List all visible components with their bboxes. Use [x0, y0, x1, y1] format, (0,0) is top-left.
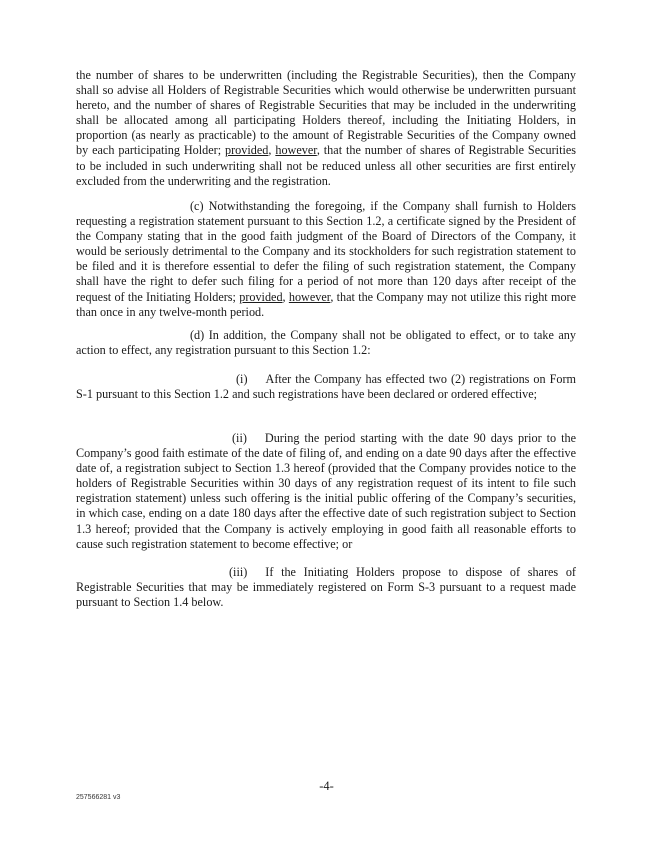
provided-term: provided [225, 143, 269, 158]
paragraph-separator: , [282, 289, 289, 304]
paragraph-text: After the Company has effected two (2) registrations on Form S-1 pursuant to this Section 1.2 and such registrations have been declared or ordered effective; [76, 372, 576, 402]
clause-label: (ii) [232, 431, 247, 445]
paragraph-text: If the Initiating Holders propose to dispose of shares of Registrable Securities that may be immediately registered on Form S-3 pursuant to a request made pursuant to Section 1.4 below. [76, 565, 576, 610]
document-id: 257566281 v3 [76, 794, 121, 801]
clause-label: (i) [236, 372, 248, 386]
paragraph-text: (c) Notwithstanding the foregoing, if the Company shall furnish to Holders requesting a registration statement pursuant to this Section 1.2, a certificate signed by the President of the Company stating that in the good faith judgment of the Board of Directors of the Company, it would be seriously detrimental to the Company and its stockholders for such registration statement to be filed and it is therefore essential to defer the filing of such registration statement, the Company shall have the right to defer such filing for a period of not more than 120 days after receipt of the request of the Initiating Holders; [76, 199, 576, 304]
provided-term: provided [239, 289, 283, 304]
paragraph-separator: , [268, 143, 276, 158]
clause-label: (iii) [229, 565, 248, 579]
paragraph-d-limitations [76, 328, 576, 358]
however-term: however [275, 143, 317, 158]
paragraph-iii-form-s3 [76, 565, 576, 610]
paragraph-ii-blackout-period [76, 431, 576, 552]
page-number: -4- [319, 779, 334, 793]
paragraph-text: During the period starting with the date 90 days prior to the Company’s good faith estimate of the date of filing of, and ending on a date 90 days after the effective date of, a registration subject to Section 1.3 hereof (provided that the Company provides notice to the holders of Registrable Securities within 30 days of any registration request of its intent to file such registration statement) unless such offering is the initial public offering of the Company’s securities, in which case, ending on a date 180 days after the effective date of such registration subject to Section 1.3 hereof; provided that the Company is actively employing in good faith all reasonable efforts to cause such registration statement to become effective; or [76, 431, 576, 551]
paragraph-c-deferral [76, 199, 576, 320]
paragraph-text: , that the number of shares of Registrable Securities to be included in such underwriting shall not be reduced unless all other securities are first entirely excluded from the underwriting and the registration. [76, 143, 576, 188]
paragraph-text: the number of shares to be underwritten (including the Registrable Securities), then the Company shall so advise all Holders of Registrable Securities which would otherwise be underwritten pursuant hereto, and the number of shares of Registrable Securities that may be included in the underwriting shall be allocated among all participating Holders thereof, including the Initiating Holders, in proportion (as nearly as practicable) to the amount of Registrable Securities of the Company owned by each participating Holder; [76, 68, 576, 158]
paragraph-underwriting-allocation [76, 68, 576, 189]
however-term: however [288, 289, 331, 304]
paragraph-text: , that the Company may not utilize this right more than once in any twelve-month period. [76, 289, 577, 319]
paragraph-text: (d) In addition, the Company shall not be obligated to effect, or to take any action to effect, any registration pursuant to this Section 1.2: [76, 328, 576, 358]
paragraph-i-two-registrations [76, 372, 576, 402]
